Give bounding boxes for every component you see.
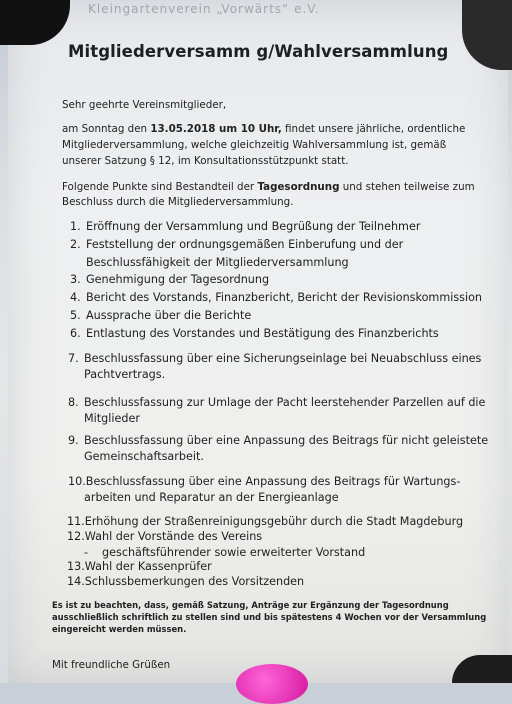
note-line-1: Es ist zu beachten, dass, gemäß Satzung, Anträge zur Ergänzung der Tagesordnung (52, 600, 449, 610)
faded-header-text: Kleingartenverein „Vorwärts“ e.V. (88, 2, 320, 16)
agenda-item-13: 13.Wahl der Kassenprüfer (67, 560, 212, 573)
note-line-2: ausschließlich schriftlich zu stellen sind und bis spätestens 4 Wochen vor der Versammlung (52, 612, 487, 622)
agenda-item-3: 3. Genehmigung der Tagesordnung (70, 273, 270, 286)
intro-line-2: Mitgliederversammlung, welche gleichzeitig Wahlversammlung ist, gemäß (62, 139, 447, 151)
salutation: Sehr geehrte Vereinsmitglieder, (62, 99, 227, 111)
agenda-item-2-cont: Beschlussfähigkeit der Mitgliederversammlung (86, 256, 349, 269)
intro-line-3: unserer Satzung § 12, im Konsultationsstützpunkt statt. (62, 155, 349, 167)
agenda-item-7-cont: Pachtvertrags. (84, 368, 166, 381)
agenda-item-11: 11.Erhöhung der Straßenreinigungsgebühr durch die Stadt Magdeburg (67, 515, 464, 528)
agenda-intro-line-1: Folgende Punkte sind Bestandteil der Tagesordnung und stehen teilweise zum (62, 181, 475, 193)
agenda-item-10: 10.Beschlussfassung über eine Anpassung des Beitrags für Wartungs- (68, 475, 461, 488)
agenda-item-7: 7. Beschlussfassung über eine Sicherungseinlage bei Neuabschluss eines (68, 352, 482, 365)
note-line-3: eingereicht werden müssen. (52, 624, 187, 634)
agenda-intro-line-2: Beschluss durch die Mitgliederversammlung. (62, 196, 294, 208)
agenda-item-8-cont: Mitglieder (84, 412, 140, 425)
intro-line-1: am Sonntag den 13.05.2018 um 10 Uhr, findet unsere jährliche, ordentliche (62, 123, 466, 135)
agenda-item-6: 6. Entlastung des Vorstandes und Bestätigung des Finanzberichts (70, 327, 439, 340)
agenda-item-14: 14.Schlussbemerkungen des Vorsitzenden (67, 575, 305, 588)
page-title: Mitgliederversamm g/Wahlversammlung (68, 42, 449, 61)
agenda-item-12: 12.Wahl der Vorstände des Vereins (67, 530, 263, 543)
agenda-item-9-cont: Gemeinschaftsarbeit. (84, 450, 204, 463)
agenda-item-12-sub: - geschäftsführender sowie erweiterter Vorstand (84, 546, 366, 559)
agenda-item-1: 1. Eröffnung der Versammlung und Begrüßung der Teilnehmer (70, 220, 421, 233)
agenda-item-9: 9. Beschlussfassung über eine Anpassung des Beitrags für nicht geleistete (68, 434, 489, 447)
agenda-item-2: 2. Feststellung der ordnungsgemäßen Einberufung und der (70, 238, 404, 251)
closing: Mit freundliche Grüßen (52, 659, 171, 671)
agenda-item-8: 8. Beschlussfassung zur Umlage der Pacht leerstehender Parzellen auf die (68, 396, 486, 409)
agenda-item-4: 4. Bericht des Vorstands, Finanzbericht, Bericht der Revisionskommission (70, 291, 483, 304)
agenda-item-10-cont: arbeiten und Reparatur an der Energieanlage (84, 491, 339, 504)
agenda-item-5: 5. Aussprache über die Berichte (70, 309, 252, 322)
pink-pushpin (236, 664, 308, 704)
